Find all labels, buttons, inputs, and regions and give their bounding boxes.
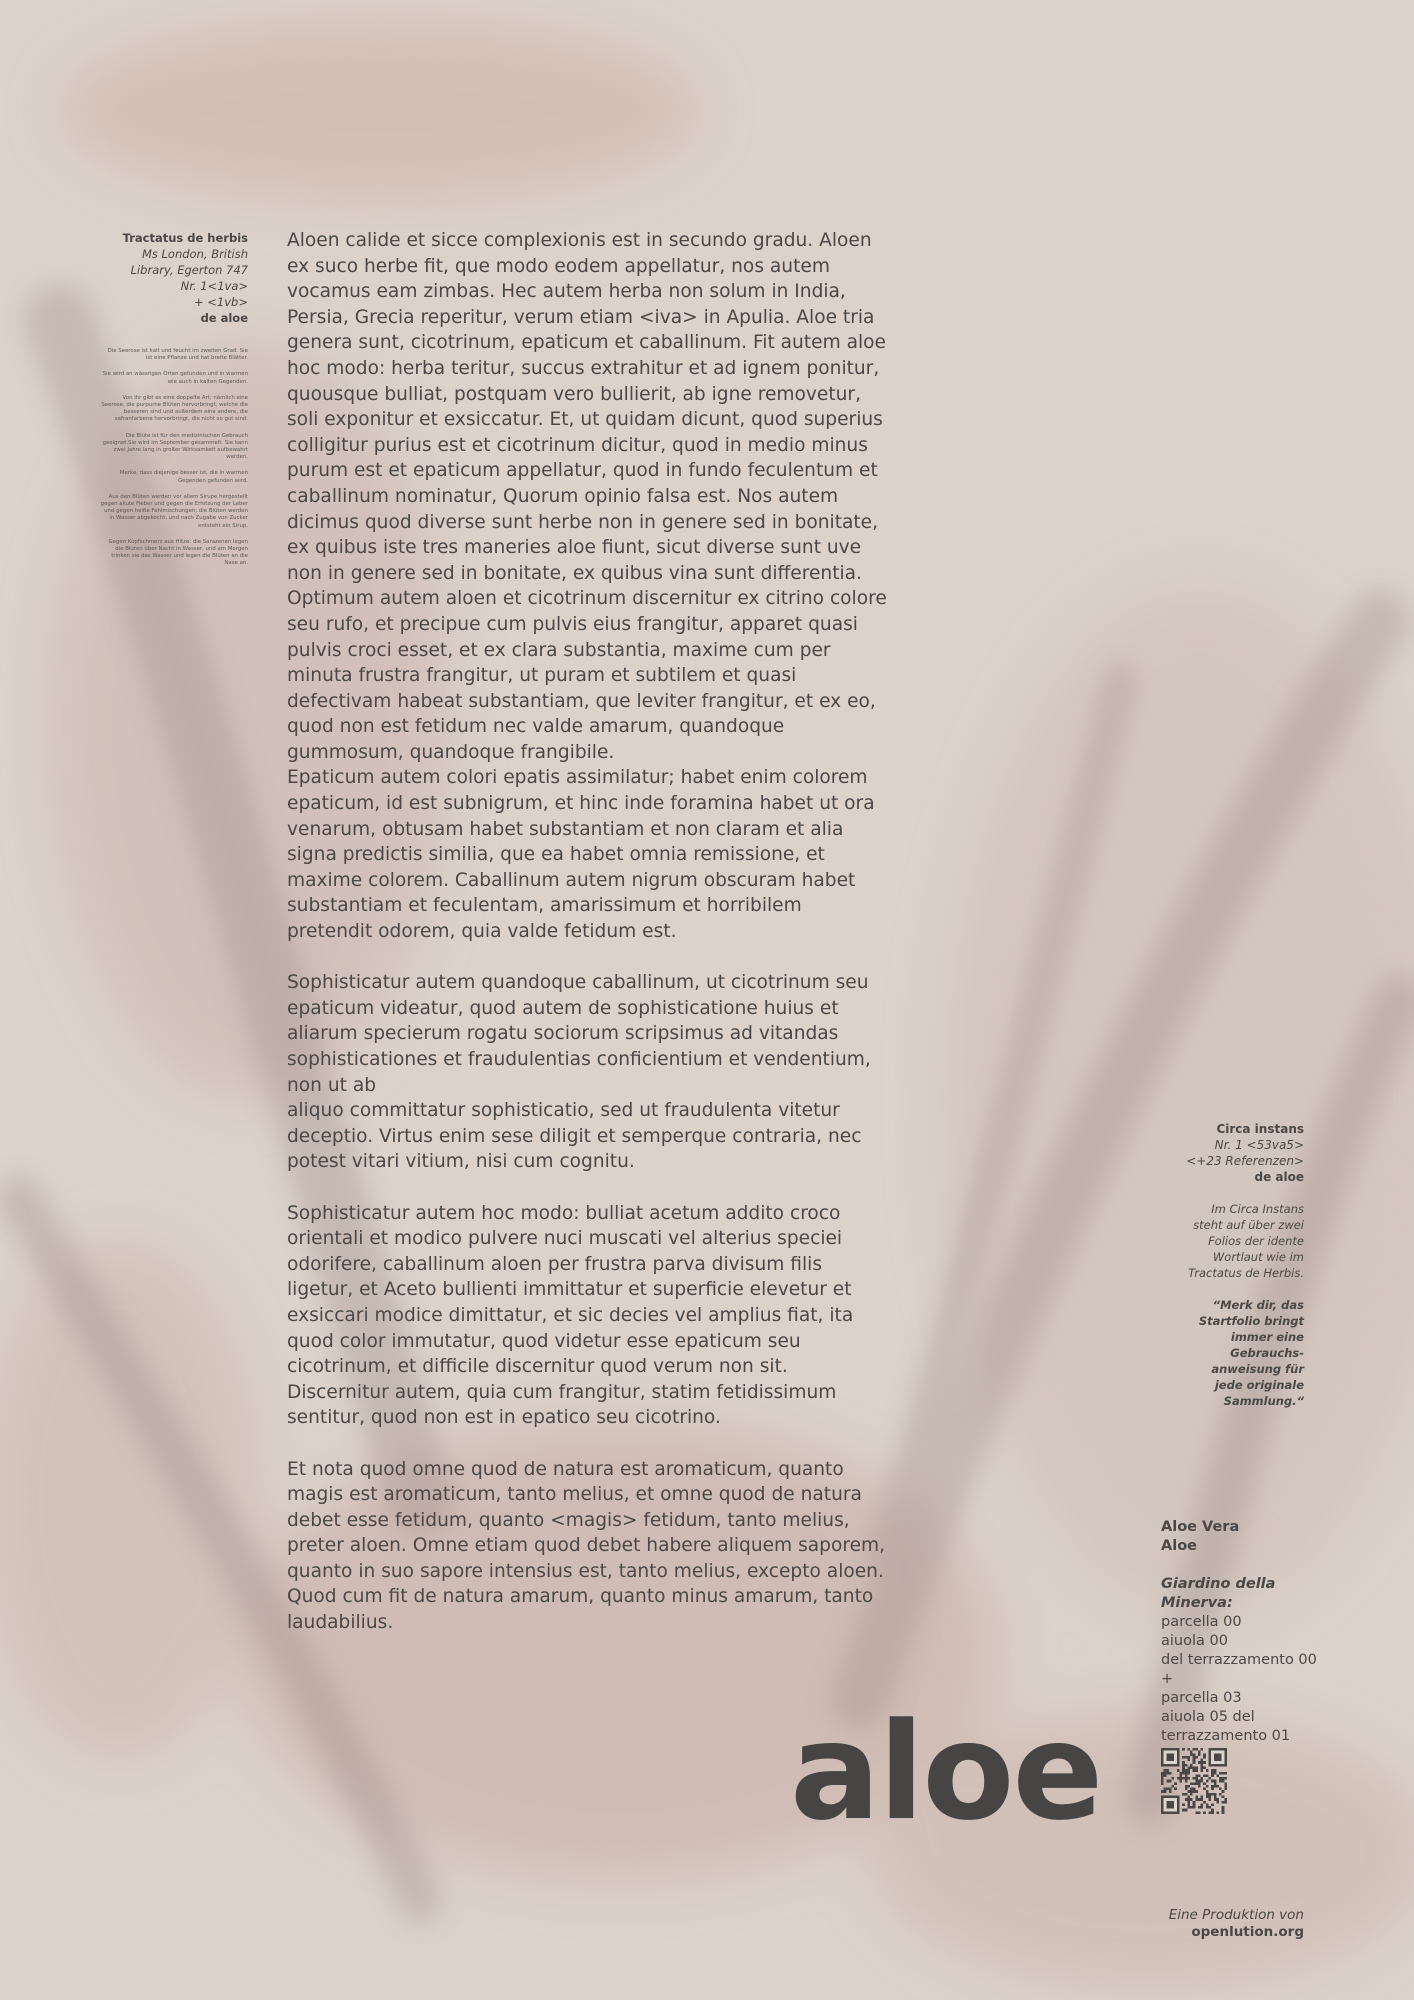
left-note: Die Seerose ist kalt und feucht im zweiten Grad. Sie ist eine Pflanze und hat breite Blätter. xyxy=(107,348,248,362)
right-note-line: Im Circa Instans xyxy=(1211,1202,1304,1216)
right-quote-line: Sammlung.“ xyxy=(1223,1394,1304,1408)
right-quote-line: Startfolio bringt xyxy=(1198,1314,1304,1328)
spacer xyxy=(1161,1556,1341,1575)
right-sidebar-subject: de aloe xyxy=(1254,1170,1304,1184)
left-note: Gegen Kopfschmerz aus Hitze: die Sarazenen legen die Blüten über Nacht in Wasser, und am Morgen trinken sie das Wasser und legen die Blüten an die Nase an. xyxy=(108,538,248,567)
left-source-line: + <1vb> xyxy=(194,295,248,309)
main-paragraph: Et nota quod omne quod de natura est aromaticum, quanto magis est aromaticum, tanto melius, et omne quod de natura debet esse fetidum, quanto <magis> fetidum, tanto melius, preter aloen. Omne etiam quod debet habere aliquem saporem, quanto in suo sapore intensius est, tanto melius, excepto aloen. Quod cum fit de natura amarum, quanto minus amarum, tanto laudabilius. xyxy=(287,1458,886,1634)
location-line: parcella 00 xyxy=(1161,1614,1242,1630)
right-note-line: steht auf über zwei xyxy=(1193,1218,1304,1232)
left-note: Von ihr gibt es eine doppelte Art; nämlich eine Seerose, die purpurne Blüten hervorbringt, welche die besseren sind und außerdem eine andere, die safranfarbene hervorbringt, die nicht so gut sind. xyxy=(101,394,248,423)
big-title: aloe xyxy=(790,1694,1102,1850)
right-quote-line: “Merk dir, das xyxy=(1212,1298,1304,1312)
left-note: Sie wird an wässrigen Orten gefunden und in warmen wie auch in kalten Gegenden. xyxy=(102,371,248,385)
right-source-line: Nr. 1 <53va5> xyxy=(1214,1138,1304,1152)
left-sidebar xyxy=(100,230,248,577)
right-quote-line: jede originale xyxy=(1214,1378,1304,1392)
main-paragraph: Aloen calide et sicce complexionis est in secundo gradu. Aloen ex suco herbe fit, que modo eodem appellatur, nos autem vocamus eam zimbas. Hec autem herba non solum in India, Persia, Grecia reperitur, verum etiam <iva> in Apulia. Aloe tria genera sunt, cicotrinum, epaticum et caballinum. Fit autem aloe hoc modo: herba teritur, succus extrahitur et ad ignem ponitur, quousque bulliat, postquam vero bullierit, ab igne removetur, soli exponitur et exsiccatur. Et, ut quidam dicunt, quod superius colligitur purius est et cicotrinum dicitur, quod in medio minus purum est et epaticum appellatur, quod in fundo feculentum et caballinum nominatur, Quorum opinio falsa est. Nos autem dicimus quod diverse sunt herbe non in genere sed in bonitate, ex quibus iste tres maneries aloe fiunt, sicut diverse sunt uve non in genere sed in bonitate, ex quibus vina sunt differentia. Optimum autem aloen et cicotrinum discernitur ex citrino colore seu rufo, et precipue cum pulvis eius frangitur, apparet quasi pulvis croci esset, et ex clara substantia, maxime cum per minuta frustra frangitur, ut puram et subtilem et quasi defectivam habeat substantiam, que leviter frangitur, et ex eo, quod non est fetidum nec valde amarum, quandoque gummosum, quandoque frangibile. Epaticum autem colori epatis assimilatur; habet enim colorem epaticum, id est subnigrum, et hinc inde foramina habet ut ora venarum, obtusam habet substantiam et non claram et alia signa predictis similia, que ea habet omnia remissione, et maxime colorem. Caballinum autem nigrum obscuram habet substantiam et feculentam, amarissimum et horribilem pretendit odorem, quia valde fetidum est. xyxy=(287,230,887,943)
right-quote xyxy=(1150,1297,1304,1409)
qr-code-icon[interactable] xyxy=(1161,1748,1227,1814)
left-source-line: Library, Egerton 747 xyxy=(130,263,248,277)
location-line: terrazzamento 01 xyxy=(1161,1728,1291,1744)
main-paragraph: Sophisticatur autem quandoque caballinum, ut cicotrinum seu epaticum videatur, quod autem de sophisticatione huius et aliarum specierum rogatu sociorum scripsimus ad vitandas sophisticationes et fraudulentias conficientium et vendentium, non ut ab aliquo committatur sophisticatio, sed ut fraudulenta vitetur deceptio. Virtus enim sese diligit et semperque contraria, nec potest vitari vitium, nisi cum cognitu. xyxy=(287,972,871,1173)
location-line: + xyxy=(1161,1671,1174,1687)
left-sidebar-subject: de aloe xyxy=(200,311,248,325)
location-line: aiuola 05 del xyxy=(1161,1709,1255,1725)
left-notes xyxy=(100,348,248,568)
right-source-line: <+23 Referenzen> xyxy=(1186,1154,1304,1168)
left-note: Merke, dass diejenige besser ist, die in warmen Gegenden gefunden wird. xyxy=(119,470,248,484)
location-line: parcella 03 xyxy=(1161,1690,1242,1706)
right-note-line: Folios der idente xyxy=(1208,1234,1304,1248)
footer-link[interactable]: openlution.org xyxy=(1191,1924,1304,1940)
right-note-line: Tractatus de Herbis. xyxy=(1188,1266,1304,1280)
left-sidebar-title: Tractatus de herbis xyxy=(122,231,248,245)
main-paragraph: Sophisticatur autem hoc modo: bulliat acetum addito croco orientali et modico pulvere nuci muscati vel alterius speciei odorifere, caballinum aloen per frustra parva divisum filis ligetur, et Aceto bullienti immittatur et superficie elevetur et exsiccari modice dimittatur, et sic decies vel amplius fiat, ita quod color immutatur, quod videtur esse epaticum seu cicotrinum, et difficile discernitur quod verum non sit. Discernitur autem, quia cum frangitur, statim fetidissimum sentitur, quod non est in epatico seu cicotrino. xyxy=(287,1202,854,1429)
right-quote-line: Gebrauchs- xyxy=(1230,1346,1304,1360)
footer xyxy=(1100,1907,1304,1941)
main-text xyxy=(287,228,887,1661)
right-note-line: Wortlaut wie im xyxy=(1212,1250,1304,1264)
left-source-line: Ms London, British xyxy=(141,247,248,261)
footer-credit: Eine Produktion von xyxy=(1168,1907,1304,1923)
plant-name: Aloe Vera xyxy=(1161,1519,1240,1535)
plant-name: Aloe xyxy=(1161,1538,1197,1554)
right-sidebar xyxy=(1150,1121,1304,1409)
location-line: aiuola 00 xyxy=(1161,1633,1228,1649)
left-note: Aus den Blüten werden vor allem Sirupe hergestellt gegen akute Fieber und gegen die Erhitzung der Leber und gegen heiße Fehlmischungen; die Blüten werden in Wasser abgekocht, und nach Zugabe von Zucker entsteht ein Sirup. xyxy=(100,493,248,529)
left-source-line: Nr. 1<1va> xyxy=(180,279,248,293)
right-quote-line: anweisung für xyxy=(1211,1362,1304,1376)
right-quote-line: immer eine xyxy=(1230,1330,1304,1344)
garden-label: Giardino della Minerva: xyxy=(1161,1576,1276,1611)
plant-info xyxy=(1161,1518,1341,1746)
right-note xyxy=(1150,1201,1304,1281)
location-line: del terrazzamento 00 xyxy=(1161,1652,1317,1668)
right-sidebar-title: Circa instans xyxy=(1216,1122,1304,1136)
left-note: Die Blüte ist für den medizinischen Gebrauch geeignet.Sie wird im September gesammelt. Sie kann zwei Jahre lang in großer Wirksamkeit aufbewahrt werden. xyxy=(102,432,248,461)
